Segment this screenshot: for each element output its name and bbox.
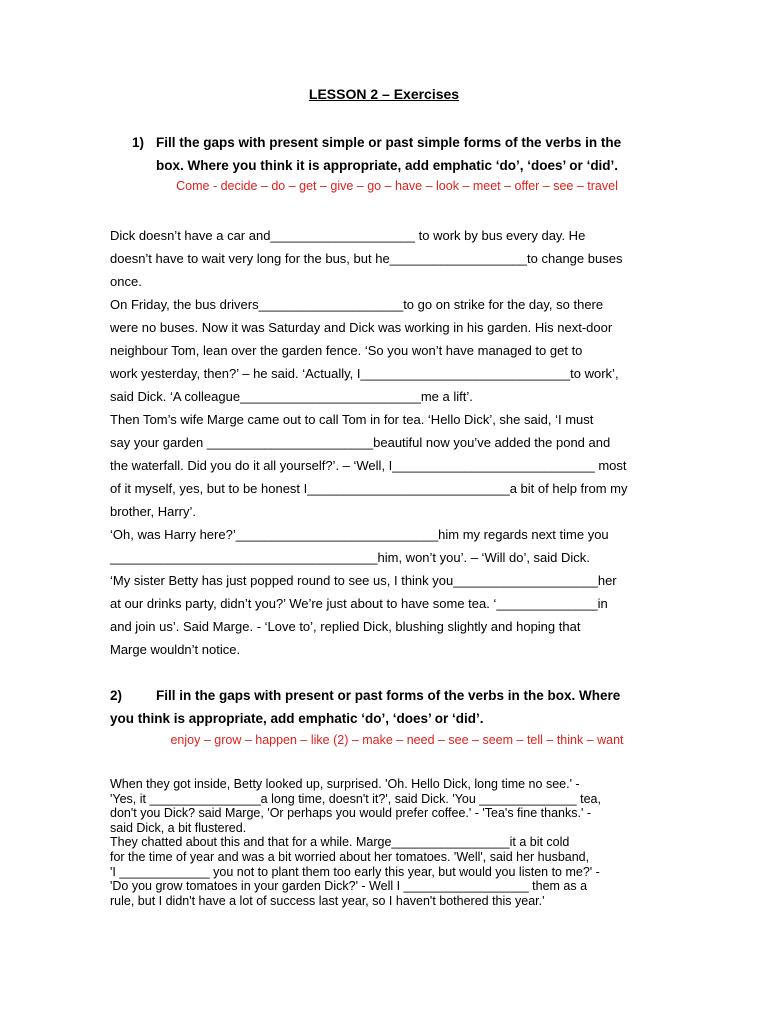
passage-line: Dick doesn’t have a car and____________________ to work by bus every day. He — [110, 228, 586, 243]
exercise-1-instructions — [110, 131, 658, 177]
passage-line: neighbour Tom, lean over the garden fence. ‘So you won’t have managed to get to — [110, 343, 583, 358]
passage-line: 'Do you grow tomatoes in your garden Dick?' - Well I __________________ them as a — [110, 879, 588, 894]
passage-line: work yesterday, then?’ – he said. ‘Actually, I_____________________________to work’, — [110, 366, 619, 381]
exercise-1-line-1: Fill the gaps with present simple or past simple forms of the verbs in the — [156, 135, 622, 150]
passage-line: On Friday, the bus drivers____________________to go on strike for the day, so there — [110, 297, 604, 312]
passage-line: and join us’. Said Marge. - ‘Love to’, replied Dick, blushing slightly and hoping that — [110, 619, 581, 634]
exercise-1-passage — [110, 224, 665, 661]
exercise-2-line-1: Fill in the gaps with present or past forms of the verbs in the box. Where — [156, 688, 621, 703]
passage-line: Marge wouldn’t notice. — [110, 642, 241, 657]
passage-line: 'I _____________ you not to plant them too early this year, but would you listen to me?' - — [110, 864, 600, 879]
exercise-2-passage — [110, 777, 658, 908]
passage-line: Then Tom’s wife Marge came out to call Tom in for tea. ‘Hello Dick’, she said, ‘I must — [110, 412, 594, 427]
passage-line: once. — [110, 274, 142, 289]
passage-line: brother, Harry’. — [110, 504, 196, 519]
lesson-title: LESSON 2 – Exercises — [308, 86, 460, 102]
passage-line: They chatted about this and that for a while. Marge_________________it a bit cold — [110, 835, 570, 850]
exercise-2-number: 2) — [110, 688, 123, 703]
passage-line: ‘Oh, was Harry here?’____________________________him my regards next time you — [110, 527, 609, 542]
exercise-1-number: 1) — [132, 135, 145, 150]
passage-line: the waterfall. Did you do it all yourself?’. – ‘Well, I____________________________ most — [110, 458, 627, 473]
passage-line: of it myself, yes, but to be honest I____________________________a bit of help from my — [110, 481, 628, 496]
passage-line: _____________________________________him, won’t you’. – ‘Will do’, said Dick. — [110, 550, 590, 565]
exercise-2-verb-box: enjoy – grow – happen – like (2) – make – need – see – seem – tell – think – want — [170, 733, 624, 747]
passage-line: 'Yes, it ________________a long time, doesn't it?', said Dick. 'You ______________ tea, — [110, 791, 601, 806]
passage-line: said Dick. ‘A colleague_________________________me a lift’. — [110, 389, 473, 404]
passage-line: say your garden _______________________beautiful now you’ve added the pond and — [110, 435, 611, 450]
exercise-2-instructions — [110, 684, 658, 730]
passage-line: at our drinks party, didn’t you?’ We’re just about to have some tea. ‘______________in — [110, 596, 608, 611]
passage-line: doesn’t have to wait very long for the bus, but he___________________to change buses — [110, 251, 623, 266]
passage-line: ‘My sister Betty has just popped round to see us, I think you____________________her — [110, 573, 617, 588]
passage-line: rule, but I didn't have a lot of success last year, so I haven't bothered this year.' — [110, 893, 545, 908]
passage-line: were no buses. Now it was Saturday and Dick was working in his garden. His next-door — [110, 320, 613, 335]
exercise-2-line-2: you think is appropriate, add emphatic ‘do’, ‘does’ or ‘did’. — [110, 711, 484, 726]
exercise-1-line-2: box. Where you think it is appropriate, add emphatic ‘do’, ‘does’ or ‘did’. — [156, 158, 619, 173]
exercise-1-verb-box: Come - decide – do – get – give – go – have – look – meet – offer – see – travel — [176, 179, 618, 193]
passage-line: When they got inside, Betty looked up, surprised. 'Oh. Hello Dick, long time no see.' - — [110, 777, 580, 791]
passage-line: don't you Dick? said Marge, 'Or perhaps you would prefer coffee.' - 'Tea's fine thanks.' - — [110, 806, 591, 821]
passage-line: said Dick, a bit flustered. — [110, 820, 247, 835]
passage-line: for the time of year and was a bit worried about her tomatoes. 'Well', said her husband, — [110, 849, 590, 864]
